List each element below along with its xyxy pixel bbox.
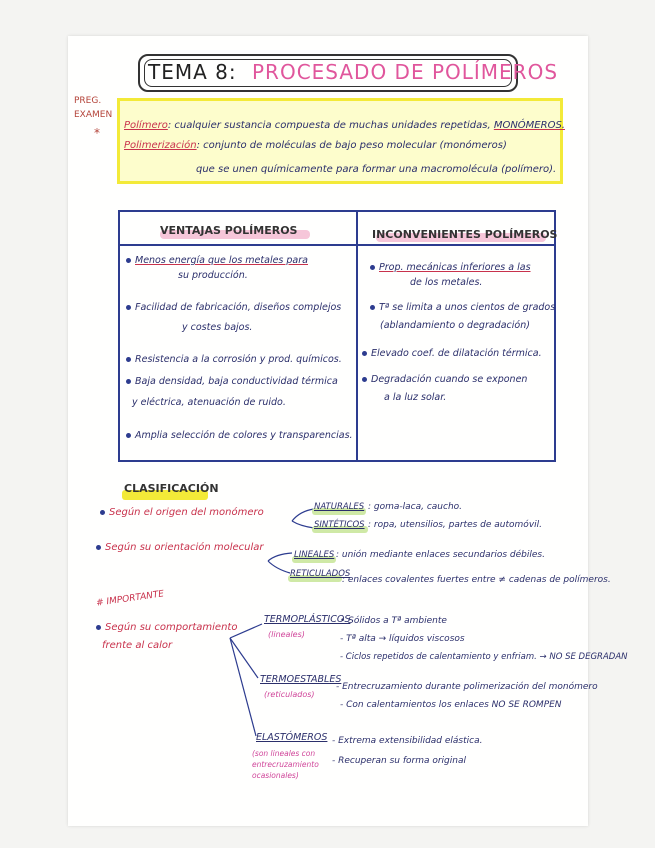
naturales-label: NATURALES [314, 502, 365, 512]
side-note-star: * [94, 126, 100, 140]
reticulados-label: RETICULADOS [290, 569, 351, 579]
important-label: # IMPORTANTE [95, 589, 165, 609]
lineales-label: LINEALES [294, 550, 335, 560]
header-inconvenientes: INCONVENIENTES POLÍMEROS [372, 228, 558, 241]
orientation-label: Según su orientación molecular [96, 542, 264, 553]
termoplasticos-item: - Tª alta → líquidos viscosos [340, 634, 465, 644]
termoestables-label: TERMOESTABLES [260, 674, 342, 685]
heat-label-cont: frente al calor [102, 640, 173, 651]
inconveniente-item: Prop. mecánicas inferiores a las [370, 260, 531, 275]
ventaja-item-cont: y eléctrica, atenuación de ruido. [132, 397, 286, 408]
ventaja-item: Facilidad de fabricación, diseños complejos [126, 300, 341, 315]
ventaja-item: Baja densidad, baja conductividad térmica [126, 374, 338, 389]
inconveniente-item-cont: de los metales. [410, 277, 483, 288]
ventaja-item: Amplia selección de colores y transparencias. [126, 428, 353, 443]
ventaja-item: Resistencia a la corrosión y prod. químicos. [126, 352, 342, 367]
sinteticos-label: SINTÉTICOS [314, 520, 365, 530]
inconveniente-item-cont: a la luz solar. [384, 392, 447, 403]
termoestables-item: - Con calentamientos los enlaces NO SE ROMPEN [340, 700, 562, 710]
inconveniente-item-cont: (ablandamiento o degradación) [380, 320, 530, 331]
ventaja-item-cont: su producción. [178, 270, 248, 281]
side-note-preg: PREG. [74, 96, 102, 106]
topic-number: TEMA 8: [148, 60, 237, 84]
elastomeros-item: - Recuperan su forma original [332, 756, 466, 766]
termoplasticos-item: • Sólidos a Tª ambiente [340, 616, 447, 626]
inconveniente-item: Degradación cuando se exponen [362, 372, 527, 387]
termoestables-item: - Entrecruzamiento durante polimerización del monómero [336, 682, 598, 692]
lineales-text: : unión mediante enlaces secundarios débiles. [336, 550, 545, 560]
side-note-examen: EXAMEN [74, 110, 113, 120]
section-clasificacion: CLASIFICACIÓN [124, 482, 219, 495]
heat-label: Según su comportamiento [96, 622, 237, 633]
ventaja-item-cont: y costes bajos. [182, 322, 253, 333]
def-polimerizacion-text2: que se unen químicamente para formar una macromolécula (polímero). [196, 164, 557, 175]
inconveniente-item: Tª se limita a unos cientos de grados [370, 300, 555, 315]
def-polimerizacion-text1: : conjunto de moléculas de bajo peso molecular (monómeros) [196, 140, 507, 151]
term-polimero: Polímero [124, 120, 168, 131]
termoestables-sub: (reticulados) [264, 690, 315, 699]
elastomeros-item: - Extrema extensibilidad elástica. [332, 736, 483, 746]
naturales-text: : goma-laca, caucho. [368, 502, 463, 512]
term-polimerizacion: Polimerización [124, 140, 197, 151]
elastomeros-label: ELASTÓMEROS [256, 732, 328, 743]
termoplasticos-sub: (lineales) [268, 630, 305, 639]
def-monomeros: MONÓMEROS. [493, 120, 565, 131]
inconveniente-item: Elevado coef. de dilatación térmica. [362, 346, 542, 361]
sinteticos-text: : ropa, utensilios, partes de automóvil. [368, 520, 543, 530]
page-title: PROCESADO DE POLÍMEROS [252, 60, 559, 84]
reticulados-text: : enlaces covalentes fuertes entre ≠ cadenas de polímeros. [342, 575, 611, 585]
def-polimero-text: : cualquier sustancia compuesta de muchas unidades repetidas, [167, 120, 491, 131]
origin-label: Según el origen del monómero [100, 507, 264, 518]
header-ventajas: VENTAJAS POLÍMEROS [160, 224, 298, 237]
elastomeros-sub: (son lineales con entrecruzamiento ocasionales) [252, 749, 319, 780]
termoplasticos-item: - Ciclos repetidos de calentamiento y enfriam. → NO SE DEGRADAN [340, 652, 628, 662]
ventaja-item: Menos energía que los metales para [126, 253, 308, 268]
termoplasticos-label: TERMOPLÁSTICOS [264, 614, 351, 625]
